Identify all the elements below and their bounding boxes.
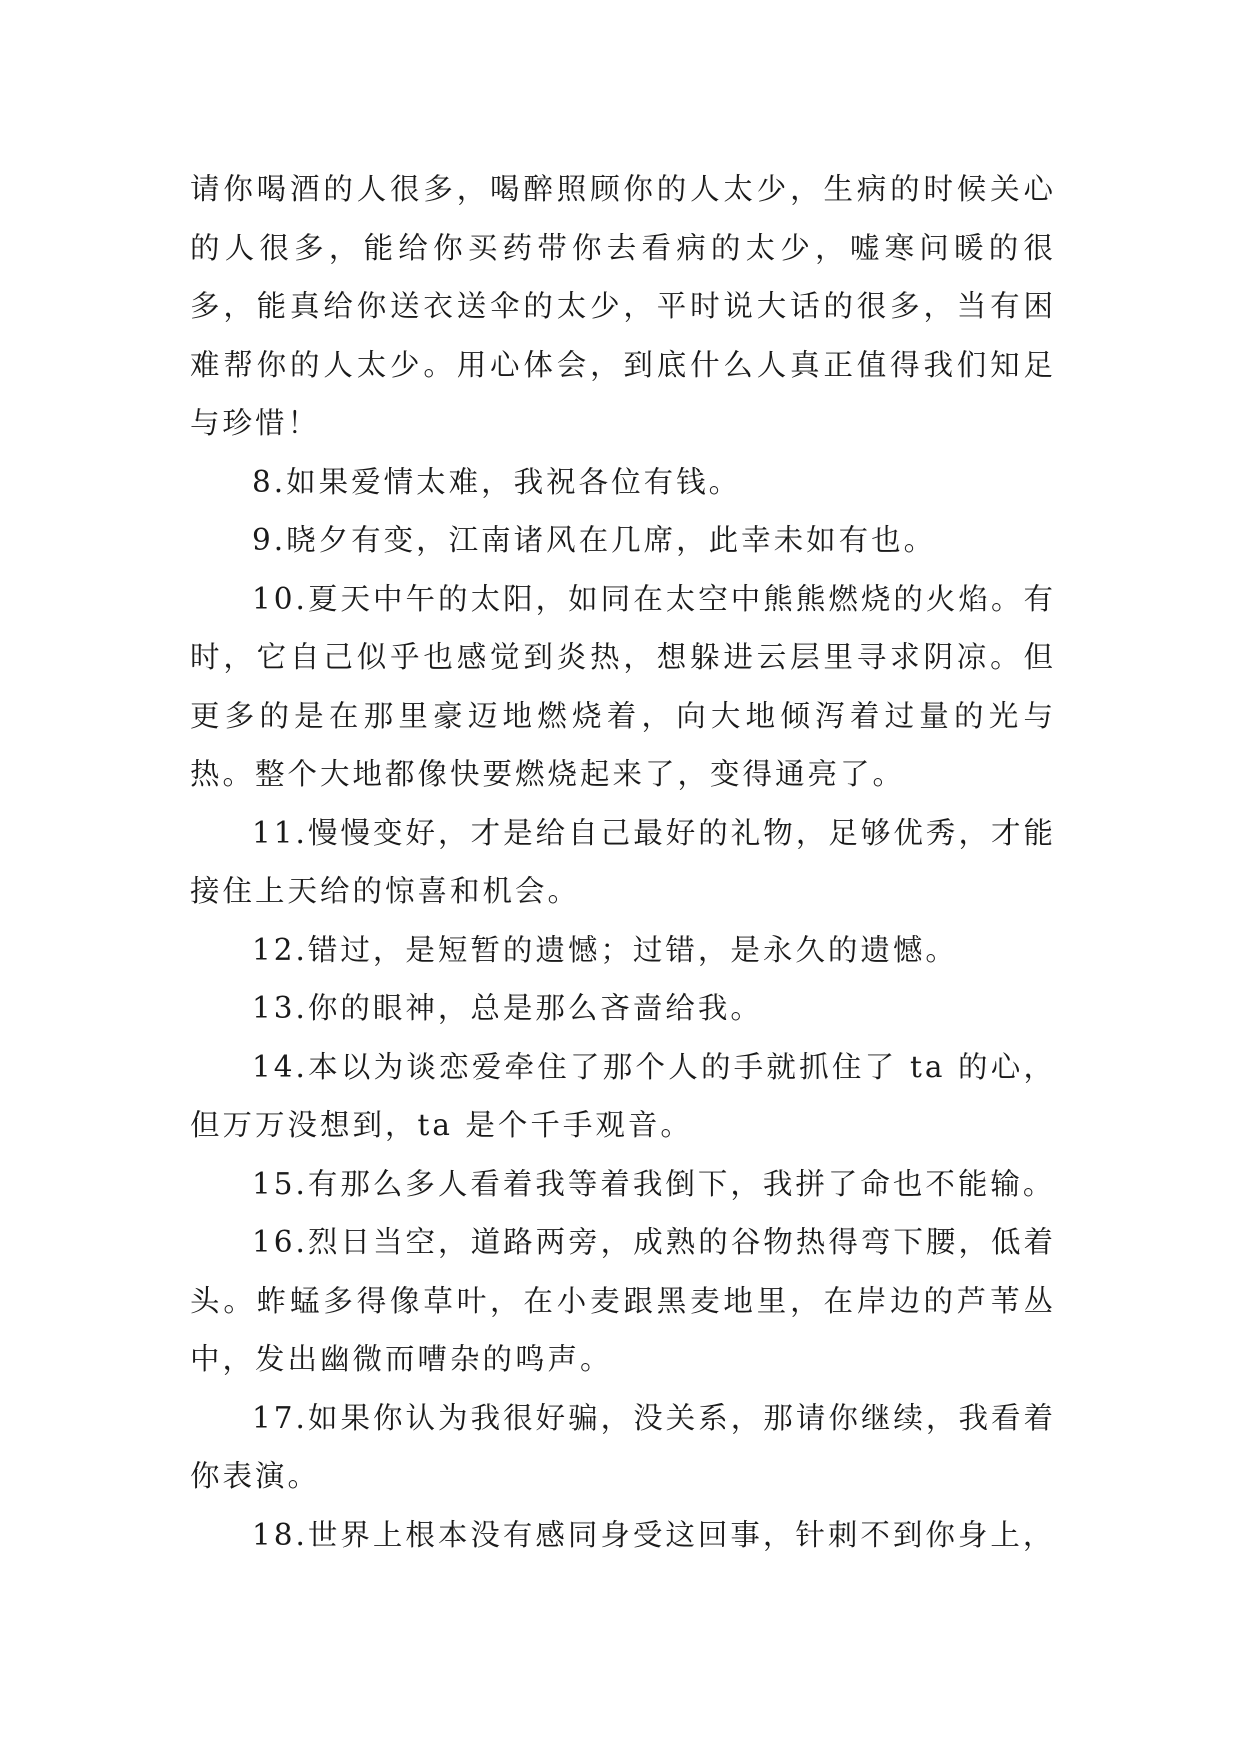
paragraph-15: 15.有那么多人看着我等着我倒下，我拼了命也不能输。 bbox=[252, 1166, 1056, 1201]
paragraph-13: 13.你的眼神，总是那么吝啬给我。 bbox=[252, 991, 763, 1025]
paragraph-12: 12.错过，是短暂的遗憾；过错，是永久的遗憾。 bbox=[252, 932, 958, 967]
paragraph-continued: 请你喝酒的人很多，喝醉照顾你的人太少，生病的时候关心的人很多，能给你买药带你去看病的太少，嘘寒问暖的很多，能真给你送衣送伞的太少，平时说大话的很多，当有困难帮你的人太少。用心体会，到底什么人真正值得我们知足与珍惜！ bbox=[190, 172, 1056, 440]
paragraph-14: 14.本以为谈恋爱牵住了那个人的手就抓住了 ta 的心，但万万没想到，ta 是个千手观音。 bbox=[190, 1049, 1056, 1142]
document-body bbox=[190, 160, 1056, 1564]
paragraph-11: 11.慢慢变好，才是给自己最好的礼物，足够优秀，才能接住上天给的惊喜和机会。 bbox=[190, 815, 1056, 908]
paragraph-16: 16.烈日当空，道路两旁，成熟的谷物热得弯下腰，低着头。蚱蜢多得像草叶，在小麦跟黑麦地里，在岸边的芦苇丛中，发出幽微而嘈杂的鸣声。 bbox=[190, 1225, 1056, 1376]
paragraph-17: 17.如果你认为我很好骗，没关系，那请你继续，我看着你表演。 bbox=[190, 1400, 1056, 1493]
paragraph-8: 8.如果爱情太难，我祝各位有钱。 bbox=[252, 464, 742, 499]
paragraph-9: 9.晓夕有变，江南诸风在几席，此幸未如有也。 bbox=[252, 523, 937, 557]
paragraph-10: 10.夏天中午的太阳，如同在太空中熊熊燃烧的火焰。有时，它自己似乎也感觉到炎热，想躲进云层里寻求阴凉。但更多的是在那里豪迈地燃烧着，向大地倾泻着过量的光与热。整个大地都像快要燃烧起来了，变得通亮了。 bbox=[190, 581, 1056, 791]
paragraph-18: 18.世界上根本没有感同身受这回事，针刺不到你身上， bbox=[252, 1517, 1056, 1552]
